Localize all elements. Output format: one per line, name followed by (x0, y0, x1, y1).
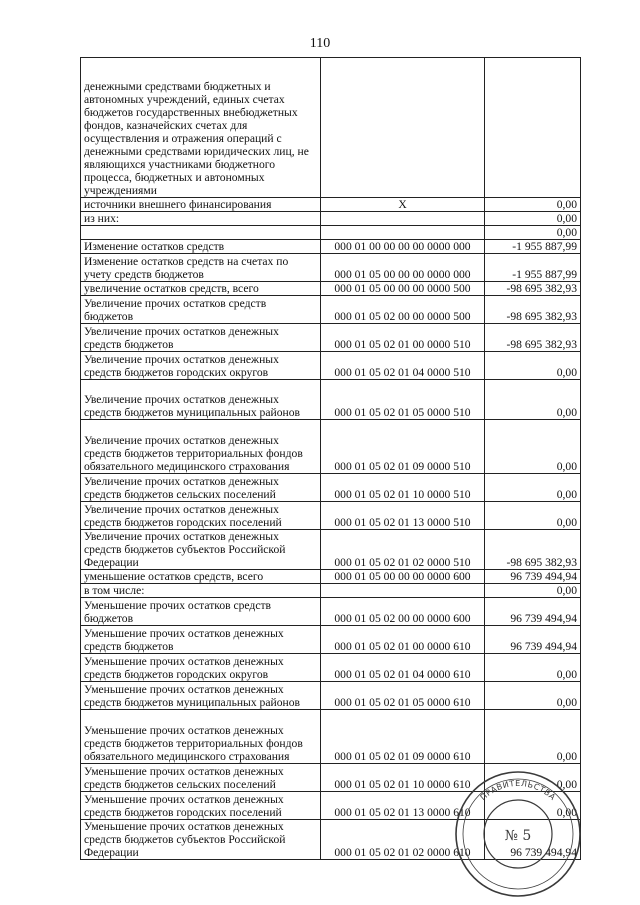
page-number: 110 (309, 36, 331, 51)
row-code-cell (321, 226, 485, 240)
row-amount-cell: -98 695 382,93 (485, 530, 581, 570)
row-code-cell: X (321, 198, 485, 212)
table-row (81, 212, 581, 226)
row-name-cell: Увеличение прочих остатков денежных средств бюджетов городских округов (81, 352, 321, 380)
table-row (81, 474, 581, 502)
table-row (81, 654, 581, 682)
row-name-cell: Уменьшение прочих остатков средств бюджетов (81, 598, 321, 626)
row-amount-cell: 0,00 (485, 380, 581, 420)
table-row (81, 226, 581, 240)
row-name-cell: из них: (81, 212, 321, 226)
row-code-cell: 000 01 05 00 00 00 0000 500 (321, 282, 485, 296)
row-code-cell: 000 01 05 02 01 04 0000 510 (321, 352, 485, 380)
table-row (81, 198, 581, 212)
row-name-cell: Уменьшение прочих остатков денежных средств бюджетов городских поселений (81, 792, 321, 820)
table-row (81, 420, 581, 474)
table-row (81, 254, 581, 282)
row-name-cell: Уменьшение прочих остатков денежных средств бюджетов городских округов (81, 654, 321, 682)
row-name-cell: Уменьшение прочих остатков денежных средств бюджетов муниципальных районов (81, 682, 321, 710)
table-row (81, 282, 581, 296)
table-row (81, 710, 581, 764)
row-name-cell: Увеличение прочих остатков денежных средств бюджетов (81, 324, 321, 352)
row-amount-cell: 0,00 (485, 710, 581, 764)
table-row (81, 570, 581, 584)
table-row (81, 598, 581, 626)
row-amount-cell: -98 695 382,93 (485, 296, 581, 324)
official-seal-stamp (452, 768, 584, 900)
row-code-cell: 000 01 05 02 01 10 0000 610 (321, 764, 485, 792)
row-name-cell: Уменьшение прочих остатков денежных средств бюджетов субъектов Российской Федерации (81, 820, 321, 860)
row-name-cell: увеличение остатков средств, всего (81, 282, 321, 296)
row-code-cell: 000 01 05 02 01 09 0000 610 (321, 710, 485, 764)
row-amount-cell: 96 739 494,94 (485, 820, 581, 860)
table-row (81, 502, 581, 530)
row-name-cell: источники внешнего финансирования (81, 198, 321, 212)
row-code-cell: 000 01 00 00 00 00 0000 000 (321, 240, 485, 254)
row-code-cell: 000 01 05 02 00 00 0000 500 (321, 296, 485, 324)
row-code-cell: 000 01 05 02 01 00 0000 610 (321, 626, 485, 654)
row-code-cell: 000 01 05 02 01 05 0000 510 (321, 380, 485, 420)
row-amount-cell: 0,00 (485, 792, 581, 820)
seal-number: № 5 (504, 828, 532, 844)
row-name-cell: Уменьшение прочих остатков денежных средств бюджетов территориальных фондов обязательного медицинского страхования (81, 710, 321, 764)
row-code-cell: 000 01 05 02 01 09 0000 510 (321, 420, 485, 474)
row-amount-cell: -98 695 382,93 (485, 324, 581, 352)
row-amount-cell: 0,00 (485, 654, 581, 682)
row-amount-cell: 0,00 (485, 198, 581, 212)
table-row (81, 380, 581, 420)
row-code-cell: 000 01 05 02 01 00 0000 510 (321, 324, 485, 352)
table-row (81, 682, 581, 710)
row-name-cell: в том числе: (81, 584, 321, 598)
row-code-cell: 000 01 05 02 00 00 0000 600 (321, 598, 485, 626)
row-amount-cell: 96 739 494,94 (485, 626, 581, 654)
row-code-cell (321, 58, 485, 198)
table-row (81, 240, 581, 254)
row-name-cell: Увеличение прочих остатков денежных средств бюджетов сельских поселений (81, 474, 321, 502)
table-row (81, 584, 581, 598)
row-amount-cell: 0,00 (485, 420, 581, 474)
row-code-cell: 000 01 05 02 01 02 0000 510 (321, 530, 485, 570)
svg-text:ПРАВИТЕЛЬСТВА (479, 779, 558, 802)
row-amount-cell: 0,00 (485, 584, 581, 598)
row-code-cell: 000 01 05 02 01 04 0000 610 (321, 654, 485, 682)
row-code-cell: 000 01 05 02 01 10 0000 510 (321, 474, 485, 502)
row-amount-cell: 0,00 (485, 502, 581, 530)
row-code-cell (321, 212, 485, 226)
table-row (81, 530, 581, 570)
row-amount-cell (485, 58, 581, 198)
row-name-cell: Увеличение прочих остатков денежных средств бюджетов муниципальных районов (81, 380, 321, 420)
row-code-cell: 000 01 05 02 01 13 0000 510 (321, 502, 485, 530)
row-code-cell: 000 01 05 02 01 05 0000 610 (321, 682, 485, 710)
row-amount-cell: 0,00 (485, 764, 581, 792)
table-row (81, 324, 581, 352)
seal-text: ПРАВИТЕЛЬСТВА (478, 778, 558, 803)
row-name-cell: Увеличение прочих остатков денежных средств бюджетов территориальных фондов обязательного медицинского страхования (81, 420, 321, 474)
table-body (81, 58, 581, 860)
row-name-cell (81, 226, 321, 240)
row-amount-cell: -1 955 887,99 (485, 254, 581, 282)
row-name-cell: Изменение остатков средств на счетах по учету средств бюджетов (81, 254, 321, 282)
row-amount-cell: 0,00 (485, 226, 581, 240)
financing-sources-table (80, 57, 581, 860)
table-row (81, 626, 581, 654)
table-row (81, 296, 581, 324)
row-name-cell: Увеличение прочих остатков денежных средств бюджетов субъектов Российской Федерации (81, 530, 321, 570)
row-code-cell: 000 01 05 02 01 13 0000 610 (321, 792, 485, 820)
table-row (81, 352, 581, 380)
row-amount-cell: 0,00 (485, 352, 581, 380)
row-code-cell: 000 01 05 02 01 02 0000 610 (321, 820, 485, 860)
row-amount-cell: 0,00 (485, 212, 581, 226)
row-amount-cell: 96 739 494,94 (485, 570, 581, 584)
row-name-cell: Изменение остатков средств (81, 240, 321, 254)
row-name-cell: Увеличение прочих остатков средств бюджетов (81, 296, 321, 324)
table-row (81, 58, 581, 198)
row-code-cell: 000 01 05 00 00 00 0000 600 (321, 570, 485, 584)
row-amount-cell: -98 695 382,93 (485, 282, 581, 296)
row-amount-cell: 0,00 (485, 474, 581, 502)
row-code-cell (321, 584, 485, 598)
row-amount-cell: -1 955 887,99 (485, 240, 581, 254)
row-name-cell: денежными средствами бюджетных и автономных учреждений, единых счетах бюджетов государственных внебюджетных фондов, казначейских счетах для осуществления и отражения операций с денежными средствами юридических лиц, не являющихся участниками бюджетного процесса, бюджетных и автономных учреждениями (81, 58, 321, 198)
row-name-cell: Увеличение прочих остатков денежных средств бюджетов городских поселений (81, 502, 321, 530)
row-amount-cell: 0,00 (485, 682, 581, 710)
row-name-cell: Уменьшение прочих остатков денежных средств бюджетов сельских поселений (81, 764, 321, 792)
row-amount-cell: 96 739 494,94 (485, 598, 581, 626)
row-code-cell: 000 01 05 00 00 00 0000 000 (321, 254, 485, 282)
row-name-cell: Уменьшение прочих остатков денежных средств бюджетов (81, 626, 321, 654)
row-name-cell: уменьшение остатков средств, всего (81, 570, 321, 584)
